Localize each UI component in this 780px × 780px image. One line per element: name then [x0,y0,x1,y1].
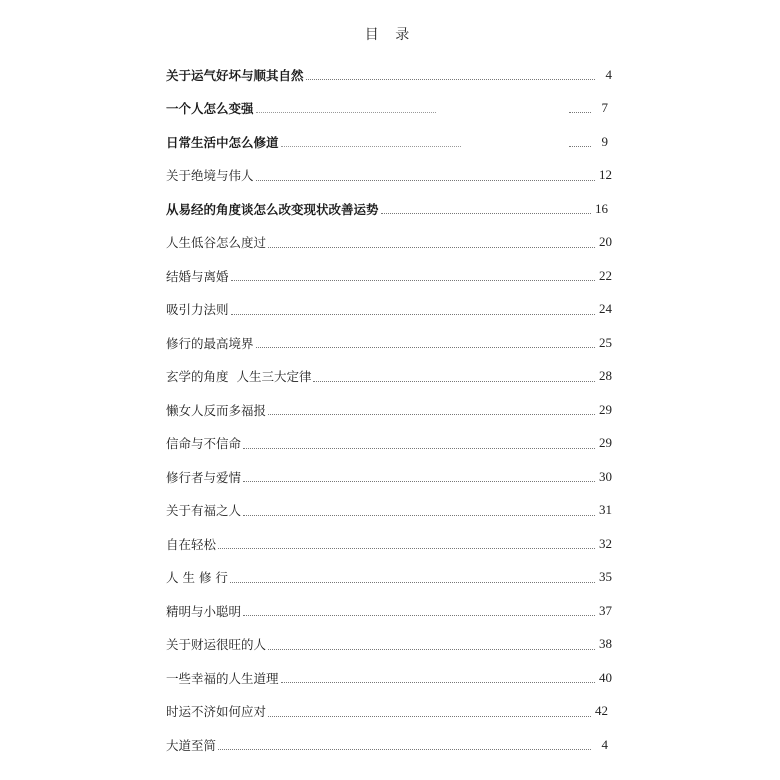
dot-leader [268,246,595,248]
toc-entry-label: 玄学的角度 人生三大定律 [166,369,312,385]
toc-entry[interactable] [166,460,612,494]
toc-entry-page: 38 [599,636,612,652]
toc-entry-page: 12 [599,167,612,183]
toc-entry-label: 一些幸福的人生道理 [166,670,279,686]
toc-entry[interactable] [166,192,612,226]
toc-entry-label: 人 生 修 行 [166,570,228,586]
toc-entry-page: 29 [599,401,612,417]
dot-leader [268,413,595,415]
dot-leader [313,380,595,382]
dot-leader [256,112,591,113]
toc-entry[interactable] [166,494,612,528]
toc-entry-label: 自在轻松 [166,536,217,552]
toc-entry[interactable] [166,159,612,193]
toc-entry-page: 9 [601,133,608,149]
toc-entry[interactable] [166,594,612,628]
toc-entry[interactable] [166,226,612,260]
toc-entry-label: 日常生活中怎么修道 [166,134,279,150]
dot-leader [243,614,595,616]
toc-entry-label: 人生低谷怎么度过 [166,235,267,251]
dot-leader [243,447,595,449]
dot-leader [243,480,595,482]
dot-leader [231,279,595,281]
toc-entry-page: 28 [599,368,612,384]
dot-leader [268,715,591,717]
dot-leader [243,514,595,516]
toc-entry[interactable] [166,92,612,126]
toc-entry-label: 修行的最高境界 [166,335,254,351]
toc-entry[interactable] [166,628,612,662]
toc-entry-page: 31 [599,502,612,518]
toc-entry-page: 22 [599,267,612,283]
dot-leader [256,179,595,181]
toc-entry-label: 精明与小聪明 [166,603,242,619]
toc-entry[interactable] [166,360,612,394]
toc-entry-page: 29 [599,435,612,451]
toc-entry-label: 懒女人反而多福报 [166,402,267,418]
dot-leader [306,78,595,80]
toc-entry-label: 关于运气好坏与顺其自然 [166,67,304,83]
toc-entry[interactable] [166,326,612,360]
dot-leader [281,681,595,683]
toc-entry[interactable] [166,661,612,695]
toc-entry-label: 从易经的角度谈怎么改变现状改善运势 [166,201,379,217]
dot-leader [268,648,595,650]
toc-entry-label: 关于有福之人 [166,503,242,519]
toc-entry-label: 修行者与爱情 [166,469,242,485]
toc-entry[interactable] [166,561,612,595]
dot-leader [218,547,595,549]
toc-entry[interactable] [166,293,612,327]
toc-entry[interactable] [166,259,612,293]
toc-entry[interactable] [166,728,612,762]
toc-entry[interactable] [166,58,612,92]
toc-entry-page: 4 [605,66,612,82]
table-of-contents [166,58,612,762]
toc-entry-page: 30 [599,468,612,484]
toc-entry-label: 吸引力法则 [166,302,229,318]
toc-entry-label: 一个人怎么变强 [166,101,254,117]
toc-entry[interactable] [166,527,612,561]
toc-entry[interactable] [166,427,612,461]
toc-entry-label: 信命与不信命 [166,436,242,452]
toc-entry-page: 20 [599,234,612,250]
toc-entry-page: 32 [599,535,612,551]
dot-leader [231,313,595,315]
toc-entry[interactable] [166,125,612,159]
toc-entry-label: 结婚与离婚 [166,268,229,284]
toc-entry-page: 42 [595,703,608,719]
dot-leader [218,748,591,750]
toc-entry-page: 35 [599,569,612,585]
toc-entry[interactable] [166,695,612,729]
toc-entry-page: 16 [595,200,608,216]
toc-title: 目 录 [364,27,416,43]
dot-leader [281,146,591,147]
dot-leader [381,212,591,214]
toc-entry-label: 时运不济如何应对 [166,704,267,720]
toc-entry[interactable] [166,393,612,427]
toc-entry-page: 25 [599,334,612,350]
toc-entry-page: 24 [599,301,612,317]
dot-leader [256,346,595,348]
toc-entry-label: 关于财运很旺的人 [166,637,267,653]
toc-entry-label: 大道至简 [166,737,217,753]
toc-entry-page: 37 [599,602,612,618]
dot-leader [230,581,595,583]
toc-entry-page: 40 [599,669,612,685]
toc-entry-page: 4 [601,736,608,752]
toc-entry-label: 关于绝境与伟人 [166,168,254,184]
toc-entry-page: 7 [601,100,608,116]
